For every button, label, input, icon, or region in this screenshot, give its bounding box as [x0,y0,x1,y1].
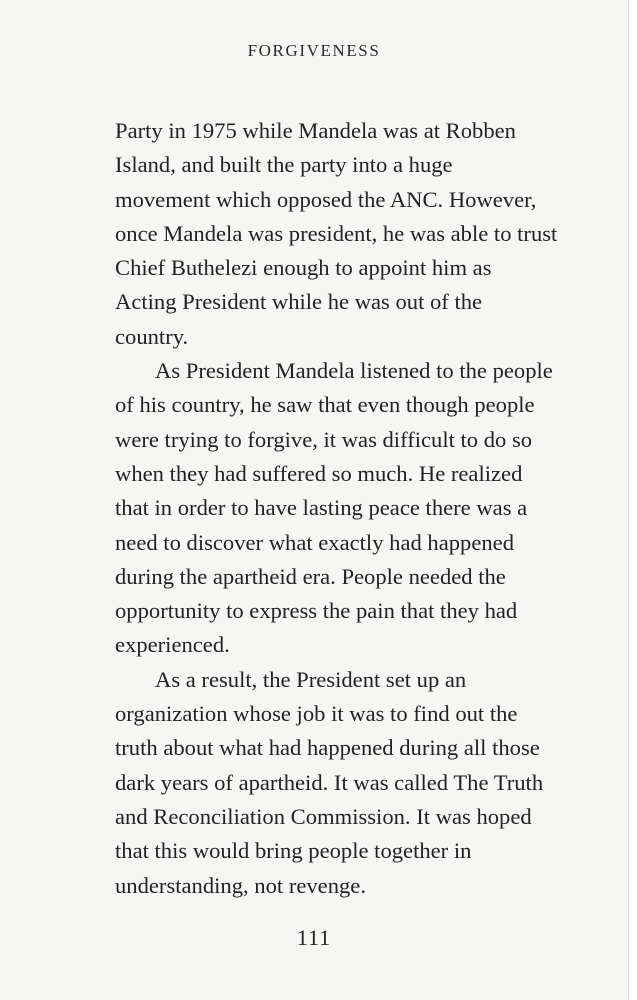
text-line: Island, and built the party into a huge [115,152,453,178]
text-line: Party in 1975 while Mandela was at Robben [115,118,516,143]
text-line: country. [115,323,189,349]
text-line: experienced. [115,632,230,658]
text-line: truth about what had happened during all those [115,735,540,761]
text-line: need to discover what exactly had happened [115,529,514,555]
text-line: understanding, not revenge. [115,872,366,898]
text-line: Chief Buthelezi enough to appoint him as [115,255,492,281]
text-line: movement which opposed the ANC. However, [115,186,537,212]
text-line: once Mandela was president, he was able to trust [115,220,558,246]
text-line: that in order to have lasting peace there was a [115,495,528,521]
text-line: dark years of apartheid. It was called The Truth [115,769,544,795]
text-line: during the apartheid era. People needed the [115,563,506,589]
paragraph-start-line: As President Mandela listened to the people [155,358,553,384]
text-line: Acting President while he was out of the [115,289,483,315]
page-body-text [115,114,615,903]
page-number: 111 [296,925,332,950]
text-line: and Reconciliation Commission. It was hoped [115,803,532,829]
text-line: of his country, he saw that even though people [115,392,535,418]
text-line: that this would bring people together in [115,838,472,864]
text-line: were trying to forgive, it was difficult to do so [115,426,533,452]
text-line: organization whose job it was to find out the [115,701,518,727]
text-line: opportunity to express the pain that they had [115,598,518,624]
text-line: when they had suffered so much. He realized [115,460,523,486]
running-header: FORGIVENESS [247,41,381,60]
paragraph-start-line: As a result, the President set up an [155,666,467,692]
